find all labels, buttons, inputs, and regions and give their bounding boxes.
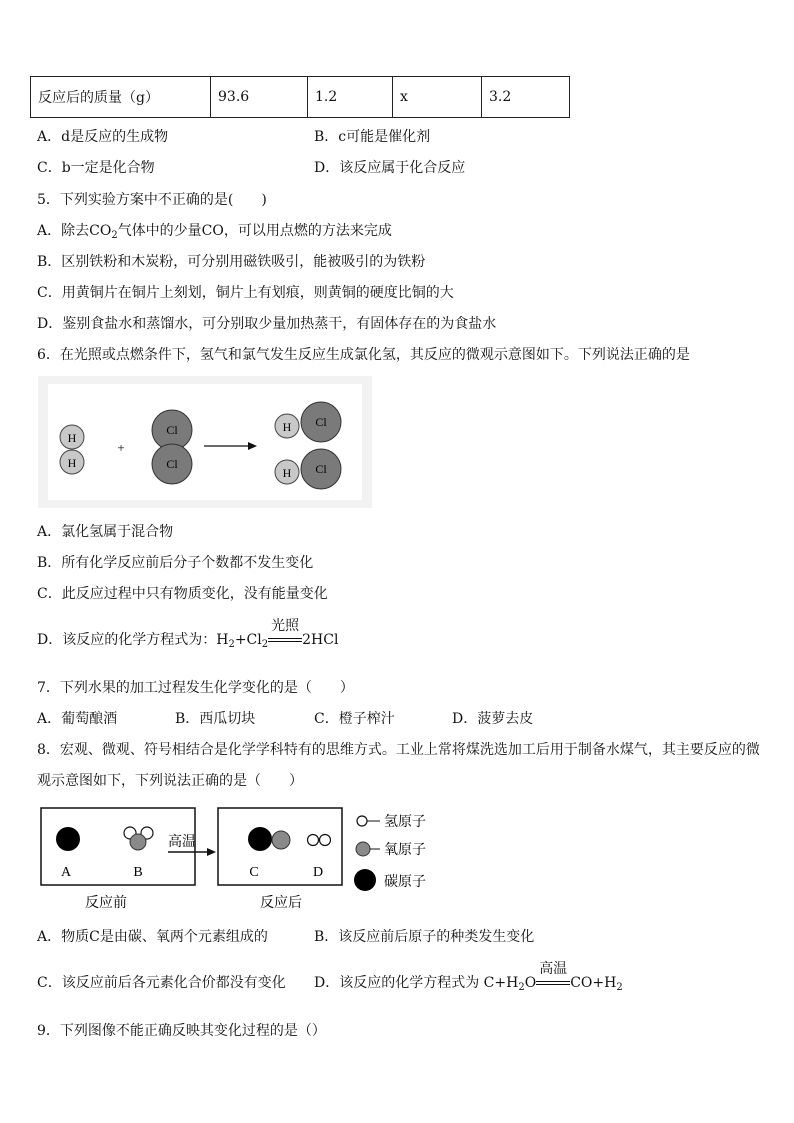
equation-condition: 光照 bbox=[268, 632, 302, 648]
label-c: C bbox=[249, 865, 259, 880]
oxygen-atom bbox=[272, 831, 290, 849]
q4-option-b: B．c可能是催化剂 bbox=[314, 129, 431, 145]
hydrogen-label: H bbox=[67, 456, 77, 470]
q4-option-c: C．b一定是化合物 bbox=[37, 160, 155, 176]
hydrogen-label: H bbox=[282, 466, 292, 480]
table-row bbox=[31, 77, 570, 118]
equation-condition: 高温 bbox=[536, 975, 570, 991]
q7-option-c: C．橙子榨汁 bbox=[314, 711, 395, 727]
hydrogen-label: H bbox=[67, 431, 77, 445]
hydrogen-atom bbox=[308, 835, 319, 846]
q5-option-c: C．用黄铜片在铜片上刻划，铜片上有划痕，则黄铜的硬度比铜的大 bbox=[37, 285, 454, 301]
label-a: A bbox=[60, 865, 72, 880]
plus-sign: + bbox=[117, 440, 125, 455]
q8-stem-line1: 8．宏观、微观、符号相结合是化学学科特有的思维方式。工业上常将煤洗选加工后用于制备水煤气，其主要反应的微 bbox=[37, 742, 760, 758]
arrow-condition: 高温 bbox=[168, 835, 196, 850]
carbon-atom bbox=[248, 827, 272, 851]
q6-option-a: A．氯化氢属于混合物 bbox=[37, 524, 174, 540]
q8-stem-line2: 观示意图如下，下列说法正确的是（ ） bbox=[37, 773, 303, 789]
label-d: D bbox=[312, 865, 324, 880]
carbon-atom bbox=[56, 827, 80, 851]
arrow-head bbox=[207, 848, 216, 856]
q5-option-b: B．区别铁粉和木炭粉，可分别用磁铁吸引，能被吸引的为铁粉 bbox=[37, 254, 426, 270]
legend-oxygen-label: 氧原子 bbox=[384, 843, 426, 858]
table-cell: 1.2 bbox=[308, 77, 393, 118]
q7-option-b: B．西瓜切块 bbox=[175, 711, 256, 727]
q8-option-a: A．物质C是由碳、氧两个元素组成的 bbox=[37, 929, 268, 945]
legend-hydrogen-label: 氢原子 bbox=[384, 815, 426, 830]
q6-stem: 6．在光照或点燃条件下，氢气和氯气发生反应生成氯化氢，其反应的微观示意图如下。下列说法正确的是 bbox=[37, 347, 690, 363]
q7-option-d: D．菠萝去皮 bbox=[452, 711, 534, 727]
table-cell: 93.6 bbox=[211, 77, 308, 118]
chlorine-label: Cl bbox=[166, 423, 178, 437]
caption-after: 反应后 bbox=[260, 896, 302, 911]
q6-reaction-diagram bbox=[38, 376, 372, 508]
table-cell: 3.2 bbox=[482, 77, 570, 118]
q8-reaction-diagram bbox=[38, 804, 458, 914]
q7-stem: 7．下列水果的加工过程发生化学变化的是（ ） bbox=[37, 680, 354, 696]
q6-option-b: B．所有化学反应前后分子个数都不发生变化 bbox=[37, 555, 314, 571]
q5-stem: 5．下列实验方案中不正确的是( ) bbox=[37, 192, 267, 208]
hydrogen-atom bbox=[320, 835, 331, 846]
legend-carbon-icon bbox=[354, 869, 376, 891]
chlorine-label: Cl bbox=[166, 457, 178, 471]
mass-table bbox=[30, 76, 570, 118]
q4-option-a: A．d是反应的生成物 bbox=[37, 129, 169, 145]
legend-hydrogen-icon bbox=[357, 816, 367, 826]
q9-stem: 9．下列图像不能正确反映其变化过程的是（） bbox=[37, 1023, 326, 1039]
caption-before: 反应前 bbox=[85, 896, 127, 911]
q6-option-c: C．此反应过程中只有物质变化，没有能量变化 bbox=[37, 586, 328, 602]
q5-option-a: A．除去$CO_2$气体中的少量CO，可以用点燃的方法来完成 bbox=[37, 223, 392, 241]
q7-option-a: A．葡萄酿酒 bbox=[37, 711, 118, 727]
q6-option-d: D．该反应的化学方程式为：$H_2+Cl_2$ 光照 2HCl bbox=[37, 618, 339, 650]
chlorine-label: Cl bbox=[315, 415, 327, 429]
table-cell: x bbox=[393, 77, 482, 118]
hydrogen-label: H bbox=[282, 420, 292, 434]
q4-option-d: D．该反应属于化合反应 bbox=[314, 160, 466, 176]
q8-option-b: B．该反应前后原子的种类发生变化 bbox=[314, 929, 535, 945]
chlorine-label: Cl bbox=[315, 462, 327, 476]
table-row-label: 反应后的质量（g） bbox=[31, 77, 211, 118]
q8-option-d: D．该反应的化学方程式为 $C+H_2O$ 高温 $CO+H_2$ bbox=[314, 961, 623, 993]
oxygen-atom bbox=[130, 834, 146, 850]
q5-option-d: D．鉴别食盐水和蒸馏水，可分别取少量加热蒸干，有固体存在的为食盐水 bbox=[37, 316, 497, 332]
label-b: B bbox=[133, 865, 143, 880]
legend-oxygen-icon bbox=[356, 842, 370, 856]
q8-option-c: C．该反应前后各元素化合价都没有变化 bbox=[37, 975, 286, 991]
legend-carbon-label: 碳原子 bbox=[384, 875, 426, 890]
